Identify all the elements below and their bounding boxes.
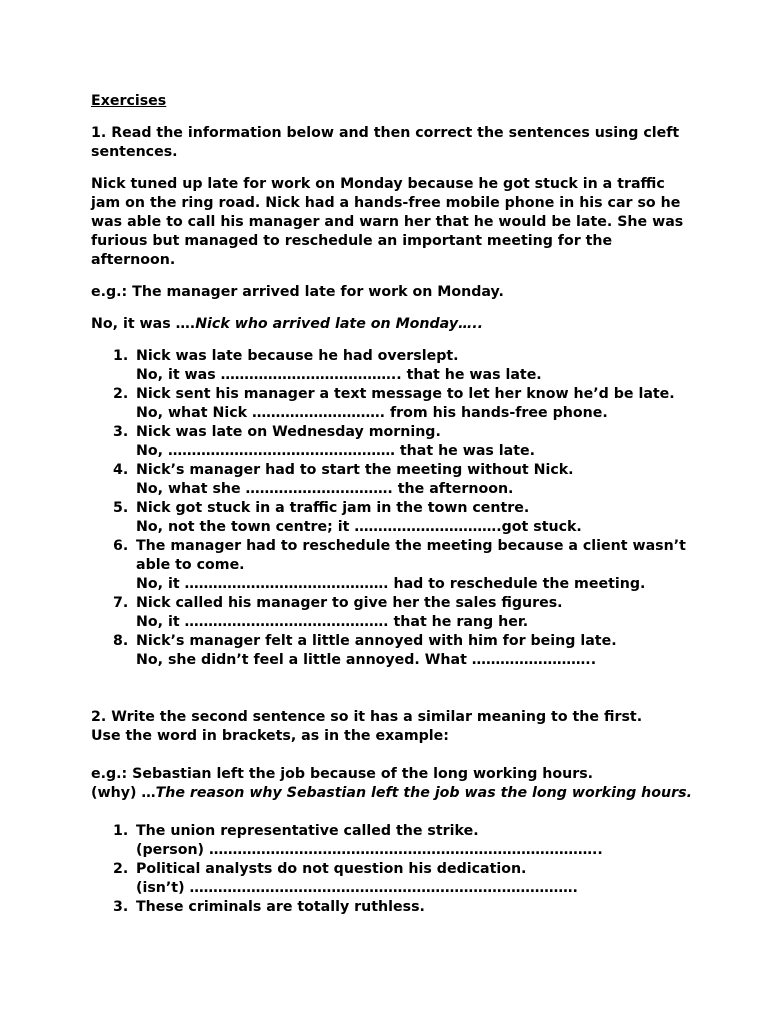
exercise2-instruction-line2: Use the word in brackets, as in the example: — [91, 728, 449, 744]
item-number: 2. — [113, 386, 129, 402]
item-number: 1. — [113, 823, 129, 839]
exercise1-instruction-line2: sentences. — [91, 144, 178, 160]
item-line: No, what Nick ………………………. from his hands-free phone. — [136, 405, 608, 421]
item-number: 8. — [113, 633, 129, 649]
passage-line: furious but managed to reschedule an important meeting for the — [91, 233, 613, 249]
list-item — [91, 461, 691, 499]
exercise1-instruction-line1: 1. Read the information below and then correct the sentences using cleft — [91, 125, 680, 141]
passage-line: afternoon. — [91, 252, 176, 268]
item-line: Nick was late because he had overslept. — [136, 348, 459, 364]
item-number: 3. — [113, 899, 129, 915]
exercise2-example: e.g.: Sebastian left the job because of the long working hours. — [91, 766, 594, 782]
item-line: No, it was ……………………………….. that he was late. — [136, 367, 542, 383]
passage-line: Nick tuned up late for work on Monday because he got stuck in a traffic — [91, 176, 665, 192]
list-item — [91, 594, 691, 632]
exercise1-list — [91, 347, 691, 670]
passage-line: was able to call his manager and warn her that he would be late. She was — [91, 214, 684, 230]
item-line: Nick was late on Wednesday morning. — [136, 424, 441, 440]
item-number: 4. — [113, 462, 129, 478]
list-item — [91, 499, 691, 537]
item-line: Nick’s manager felt a little annoyed with him for being late. — [136, 633, 617, 649]
exercise2-list — [91, 822, 691, 917]
item-line: Nick got stuck in a traffic jam in the town centre. — [136, 500, 530, 516]
item-line: Political analysts do not question his dedication. — [136, 861, 527, 877]
exercise1-example: e.g.: The manager arrived late for work on Monday. — [91, 284, 504, 300]
exercise2-instruction-line1: 2. Write the second sentence so it has a similar meaning to the first. — [91, 709, 643, 725]
example-answer-prefix: (why) … — [91, 785, 156, 801]
item-line: No, not the town centre; it ………………………….got stuck. — [136, 519, 582, 535]
page-heading: Exercises — [91, 93, 167, 109]
passage-line: jam on the ring road. Nick had a hands-free mobile phone in his car so he — [91, 195, 681, 211]
item-line: No, it ……………………………………. had to reschedule the meeting. — [136, 576, 646, 592]
item-number: 3. — [113, 424, 129, 440]
item-line: The manager had to reschedule the meeting because a client wasn’t — [136, 538, 686, 554]
item-line: able to come. — [136, 557, 245, 573]
item-number: 5. — [113, 500, 129, 516]
list-item — [91, 822, 691, 860]
item-line: No, it ……………………………………. that he rang her. — [136, 614, 529, 630]
item-number: 6. — [113, 538, 129, 554]
list-item — [91, 347, 691, 385]
item-line: Nick sent his manager a text message to let her know he’d be late. — [136, 386, 675, 402]
exercise1-passage — [91, 175, 691, 270]
example-answer-italic: The reason why Sebastian left the job was the long working hours. — [155, 785, 692, 801]
example-answer-prefix: No, it was …. — [91, 316, 196, 332]
item-line: Nick called his manager to give her the sales figures. — [136, 595, 563, 611]
item-number: 1. — [113, 348, 129, 364]
item-line: The union representative called the strike. — [136, 823, 479, 839]
item-line: No, what she …………………………. the afternoon. — [136, 481, 514, 497]
item-number: 7. — [113, 595, 129, 611]
item-line: (person) ……………………………………………………………………….. — [136, 842, 603, 858]
item-line: No, ………………………………………… that he was late. — [136, 443, 536, 459]
list-item — [91, 898, 691, 917]
list-item — [91, 632, 691, 670]
item-line: These criminals are totally ruthless. — [136, 899, 425, 915]
list-item — [91, 385, 691, 423]
item-line: Nick’s manager had to start the meeting without Nick. — [136, 462, 574, 478]
item-number: 2. — [113, 861, 129, 877]
item-line: (isn’t) ………………………………………………………………………. — [136, 880, 578, 896]
exercise2-example-answer — [91, 784, 691, 803]
list-item — [91, 537, 691, 594]
item-line: No, she didn’t feel a little annoyed. What …………………….. — [136, 652, 597, 668]
list-item — [91, 423, 691, 461]
list-item — [91, 860, 691, 898]
exercise1-example-answer — [91, 315, 691, 334]
worksheet-page — [91, 92, 691, 917]
example-answer-italic: Nick who arrived late on Monday….. — [195, 316, 484, 332]
